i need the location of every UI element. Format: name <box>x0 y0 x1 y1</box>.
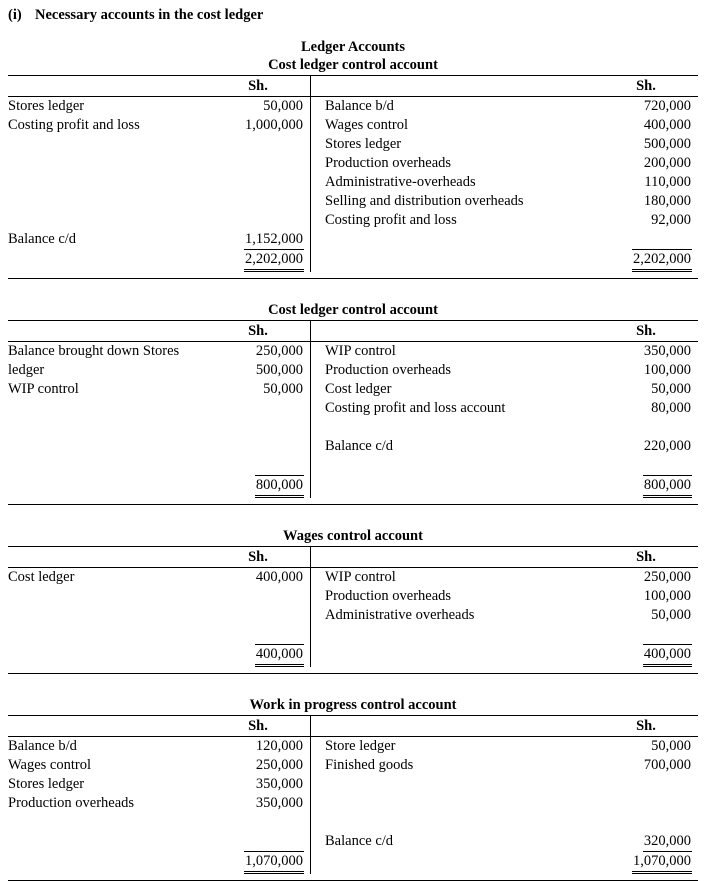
entry-description <box>8 250 212 272</box>
entry-description <box>311 852 600 874</box>
currency-header: Sh. <box>636 323 656 339</box>
entry-amount-cell <box>212 737 310 756</box>
entry-amount: 350,000 <box>255 795 303 811</box>
entry-amount-cell <box>212 342 310 361</box>
ledger-row <box>311 568 698 587</box>
entry-amount-cell <box>212 756 310 775</box>
entry-description <box>8 154 212 173</box>
entry-description <box>311 644 600 667</box>
entry-description <box>8 475 212 498</box>
ledger-row <box>311 813 698 832</box>
ledger-row <box>311 832 698 852</box>
currency-header-row <box>311 716 698 737</box>
entry-amount: 250,000 <box>255 343 303 359</box>
entry-amount-cell <box>600 97 698 116</box>
account-left-side <box>8 321 311 498</box>
entry-amount-cell <box>212 568 310 587</box>
ledger-row <box>8 587 310 606</box>
entry-description: Administrative overheads <box>325 607 475 623</box>
entry-description: Store ledger <box>325 738 396 754</box>
entry-description: ledger <box>8 362 45 378</box>
entry-amount: 100,000 <box>643 362 691 378</box>
entry-amount-cell <box>600 794 698 813</box>
entry-amount-cell <box>600 832 698 852</box>
accounts-container <box>8 56 698 881</box>
entry-description <box>8 437 212 456</box>
header-spacer <box>311 547 600 567</box>
entry-amount: 500,000 <box>643 136 691 152</box>
account-left-side <box>8 547 311 667</box>
ledger-row <box>8 813 310 832</box>
ledger-row <box>8 116 310 135</box>
entry-amount: 400,000 <box>643 644 692 667</box>
entry-description <box>311 230 600 249</box>
entry-amount: 180,000 <box>643 193 691 209</box>
account-title: Cost ledger control account <box>268 57 438 73</box>
ledger-row <box>311 606 698 625</box>
entry-description <box>8 135 212 154</box>
entry-amount-cell <box>600 775 698 794</box>
account-table <box>8 320 698 505</box>
entry-description: Cost ledger <box>325 381 392 397</box>
entry-amount: 80,000 <box>651 400 691 416</box>
entry-amount: 2,202,000 <box>632 249 692 272</box>
currency-header: Sh. <box>248 549 268 565</box>
entry-amount: 350,000 <box>255 776 303 792</box>
entry-amount: 720,000 <box>643 98 691 114</box>
ledger-row <box>8 606 310 625</box>
ledger-row <box>8 342 310 361</box>
ledger-row <box>8 832 310 851</box>
entry-amount: 50,000 <box>263 381 303 397</box>
entry-amount-cell <box>212 813 310 832</box>
header-spacer <box>311 76 600 96</box>
entry-description: Administrative-overheads <box>325 174 476 190</box>
account-left-side <box>8 716 311 874</box>
entry-amount: 50,000 <box>651 738 691 754</box>
entry-amount-cell <box>600 813 698 832</box>
account-right-side <box>311 547 698 667</box>
ledger-row <box>8 644 310 667</box>
ledger-row <box>311 249 698 272</box>
ledger-row <box>8 250 310 272</box>
entry-amount-cell <box>212 475 310 498</box>
entry-amount-cell <box>600 173 698 192</box>
ledger-row <box>8 418 310 437</box>
header-spacer <box>8 321 212 341</box>
entry-amount-cell <box>600 625 698 644</box>
ledger-account-2 <box>8 527 698 674</box>
ledger-row <box>311 456 698 475</box>
currency-header: Sh. <box>636 78 656 94</box>
heading-text: Necessary accounts in the cost ledger <box>35 7 264 23</box>
entry-description: Wages control <box>8 757 91 773</box>
entry-amount-cell <box>212 418 310 437</box>
entry-description: Balance c/d <box>325 438 394 454</box>
ledger-row <box>311 756 698 775</box>
currency-header: Sh. <box>636 549 656 565</box>
entry-description: Balance c/d <box>8 231 77 247</box>
ledger-row <box>8 737 310 756</box>
entry-description <box>8 173 212 192</box>
entry-amount-cell <box>212 437 310 456</box>
entry-description: Selling and distribution overheads <box>325 193 524 209</box>
ledger-row <box>311 230 698 249</box>
entry-amount-cell <box>212 173 310 192</box>
entry-amount-cell <box>600 437 698 456</box>
header-spacer <box>311 321 600 341</box>
entry-amount-cell <box>212 851 310 874</box>
entry-amount-cell <box>212 832 310 851</box>
entry-amount-cell <box>212 380 310 399</box>
ledger-row <box>8 475 310 498</box>
entry-amount: 400,000 <box>255 644 304 667</box>
entry-description <box>8 192 212 211</box>
currency-header-row <box>311 547 698 568</box>
entry-description <box>311 775 600 794</box>
account-right-side <box>311 716 698 874</box>
entry-amount: 1,070,000 <box>632 852 692 874</box>
entry-description: Balance b/d <box>325 98 394 114</box>
ledger-row <box>8 851 310 874</box>
ledger-row <box>8 794 310 813</box>
ledger-row <box>8 154 310 173</box>
ledger-row <box>311 775 698 794</box>
account-right-side <box>311 321 698 498</box>
ledger-row <box>311 794 698 813</box>
entry-amount-cell <box>212 606 310 625</box>
account-right-side <box>311 76 698 272</box>
entry-description: Finished goods <box>325 757 414 773</box>
header-spacer <box>311 716 600 736</box>
ledger-account-0 <box>8 56 698 279</box>
ledger-row <box>311 852 698 874</box>
account-left-side <box>8 76 311 272</box>
entry-amount-cell <box>600 361 698 380</box>
entry-amount-cell <box>600 587 698 606</box>
entry-description: Balance c/d <box>325 833 394 849</box>
entry-description: Balance b/d <box>8 738 77 754</box>
ledger-row <box>311 361 698 380</box>
account-title: Cost ledger control account <box>268 302 438 318</box>
entry-description <box>8 832 212 851</box>
entry-amount-cell <box>212 230 310 250</box>
ledger-row <box>311 342 698 361</box>
section-title: Ledger Accounts <box>300 39 406 55</box>
entry-description <box>8 587 212 606</box>
ledger-row <box>8 211 310 230</box>
currency-header-row <box>8 547 310 568</box>
ledger-row <box>311 399 698 418</box>
entry-amount: 1,000,000 <box>245 117 303 133</box>
entry-description: Costing profit and loss account <box>325 400 506 416</box>
entry-description <box>8 211 212 230</box>
entry-amount: 1,070,000 <box>244 851 304 874</box>
header-spacer <box>8 76 212 96</box>
entry-amount: 400,000 <box>643 117 691 133</box>
entry-description <box>311 456 600 475</box>
entry-amount-cell <box>212 456 310 475</box>
entry-amount-cell <box>600 456 698 475</box>
entry-description <box>8 813 212 832</box>
entry-description: WIP control <box>8 381 79 397</box>
entry-description: Stores ledger <box>8 98 85 114</box>
entry-amount-cell <box>600 230 698 249</box>
entry-description <box>8 456 212 475</box>
entry-amount-cell <box>212 361 310 380</box>
ledger-row <box>311 644 698 667</box>
entry-amount-cell <box>600 342 698 361</box>
entry-amount: 250,000 <box>643 569 691 585</box>
entry-amount-cell <box>212 587 310 606</box>
entry-amount-cell <box>212 399 310 418</box>
entry-amount-cell <box>600 756 698 775</box>
currency-header-row <box>311 76 698 97</box>
ledger-row <box>8 192 310 211</box>
entry-amount-cell <box>600 249 698 272</box>
entry-description <box>8 399 212 418</box>
entry-amount-cell <box>600 116 698 135</box>
currency-header: Sh. <box>248 718 268 734</box>
entry-amount: 50,000 <box>651 607 691 623</box>
entry-amount-cell <box>600 154 698 173</box>
entry-description <box>8 851 212 874</box>
entry-description: Wages control <box>325 117 408 133</box>
entry-description <box>311 794 600 813</box>
entry-description <box>311 813 600 832</box>
ledger-account-3 <box>8 696 698 881</box>
ledger-row <box>311 97 698 116</box>
entry-amount-cell <box>212 211 310 230</box>
entry-amount-cell <box>212 192 310 211</box>
ledger-row <box>311 737 698 756</box>
entry-amount-cell <box>600 399 698 418</box>
ledger-row <box>311 475 698 498</box>
entry-amount: 120,000 <box>255 738 303 754</box>
account-table <box>8 715 698 881</box>
ledger-row <box>311 173 698 192</box>
entry-description: Stores ledger <box>325 136 402 152</box>
ledger-row <box>311 418 698 437</box>
ledger-row <box>8 135 310 154</box>
ledger-row <box>8 399 310 418</box>
currency-header: Sh. <box>248 78 268 94</box>
entry-description: Production overheads <box>325 588 452 604</box>
entry-amount-cell <box>600 737 698 756</box>
entry-description <box>311 625 600 644</box>
entry-amount-cell <box>600 852 698 874</box>
ledger-row <box>8 97 310 116</box>
ledger-row <box>311 135 698 154</box>
entry-description: Costing profit and loss <box>8 117 140 133</box>
currency-header-row <box>311 321 698 342</box>
entry-amount-cell <box>212 116 310 135</box>
entry-description: Cost ledger <box>8 569 75 585</box>
entry-amount-cell <box>600 418 698 437</box>
ledger-row <box>8 361 310 380</box>
header-spacer <box>8 547 212 567</box>
ledger-row <box>8 568 310 587</box>
entry-description <box>8 644 212 667</box>
entry-description: Production overheads <box>8 795 135 811</box>
entry-amount: 50,000 <box>263 98 303 114</box>
currency-header: Sh. <box>636 718 656 734</box>
ledger-row <box>311 192 698 211</box>
entry-description <box>311 418 600 437</box>
entry-amount-cell <box>212 794 310 813</box>
ledger-row <box>8 756 310 775</box>
ledger-row <box>311 154 698 173</box>
entry-amount-cell <box>600 475 698 498</box>
ledger-row <box>8 456 310 475</box>
entry-amount-cell <box>600 606 698 625</box>
ledger-row <box>8 775 310 794</box>
currency-header: Sh. <box>248 323 268 339</box>
entry-amount: 350,000 <box>643 343 691 359</box>
entry-amount: 92,000 <box>651 212 691 228</box>
entry-description: Balance brought down Stores <box>8 343 180 359</box>
entry-amount: 110,000 <box>644 174 691 190</box>
entry-description: WIP control <box>325 569 396 585</box>
entry-amount-cell <box>600 192 698 211</box>
ledger-row <box>8 437 310 456</box>
entry-amount: 700,000 <box>643 757 691 773</box>
ledger-row <box>311 380 698 399</box>
entry-amount-cell <box>212 775 310 794</box>
entry-description <box>311 475 600 498</box>
entry-amount-cell <box>600 135 698 154</box>
ledger-account-1 <box>8 301 698 505</box>
entry-amount: 400,000 <box>255 569 303 585</box>
entry-description: Stores ledger <box>8 776 85 792</box>
entry-amount: 200,000 <box>643 155 691 171</box>
entry-amount: 800,000 <box>643 475 692 498</box>
ledger-row <box>311 625 698 644</box>
ledger-row <box>8 380 310 399</box>
entry-description <box>311 249 600 272</box>
ledger-row <box>8 230 310 250</box>
entry-amount: 100,000 <box>643 588 691 604</box>
entry-amount-cell <box>212 135 310 154</box>
entry-amount: 250,000 <box>255 757 303 773</box>
ledger-row <box>8 625 310 644</box>
entry-description <box>8 625 212 644</box>
currency-header-row <box>8 76 310 97</box>
entry-amount: 220,000 <box>643 438 691 454</box>
entry-amount-cell <box>212 250 310 272</box>
entry-amount: 2,202,000 <box>244 250 304 272</box>
entry-description: Production overheads <box>325 155 452 171</box>
entry-amount-cell <box>212 625 310 644</box>
entry-amount-cell <box>212 97 310 116</box>
currency-header-row <box>8 321 310 342</box>
entry-amount: 800,000 <box>255 475 304 498</box>
ledger-row <box>8 173 310 192</box>
entry-amount-cell <box>600 644 698 667</box>
heading-number: (i) <box>8 7 22 23</box>
entry-amount: 320,000 <box>643 832 692 852</box>
entry-description <box>8 606 212 625</box>
entry-description: Production overheads <box>325 362 452 378</box>
entry-amount: 1,152,000 <box>244 230 304 250</box>
entry-amount-cell <box>600 211 698 230</box>
entry-amount-cell <box>212 644 310 667</box>
entry-amount-cell <box>600 568 698 587</box>
ledger-row <box>311 211 698 230</box>
account-title: Work in progress control account <box>249 697 457 713</box>
account-title: Wages control account <box>283 528 423 544</box>
ledger-row <box>311 587 698 606</box>
entry-description <box>8 418 212 437</box>
entry-amount-cell <box>600 380 698 399</box>
entry-description: WIP control <box>325 343 396 359</box>
entry-amount: 500,000 <box>255 362 303 378</box>
entry-description: Costing profit and loss <box>325 212 457 228</box>
entry-amount-cell <box>212 154 310 173</box>
entry-amount: 50,000 <box>651 381 691 397</box>
page-heading <box>8 6 698 25</box>
header-spacer <box>8 716 212 736</box>
account-table <box>8 546 698 674</box>
ledger-row <box>311 116 698 135</box>
currency-header-row <box>8 716 310 737</box>
ledger-row <box>311 437 698 456</box>
account-table <box>8 75 698 279</box>
